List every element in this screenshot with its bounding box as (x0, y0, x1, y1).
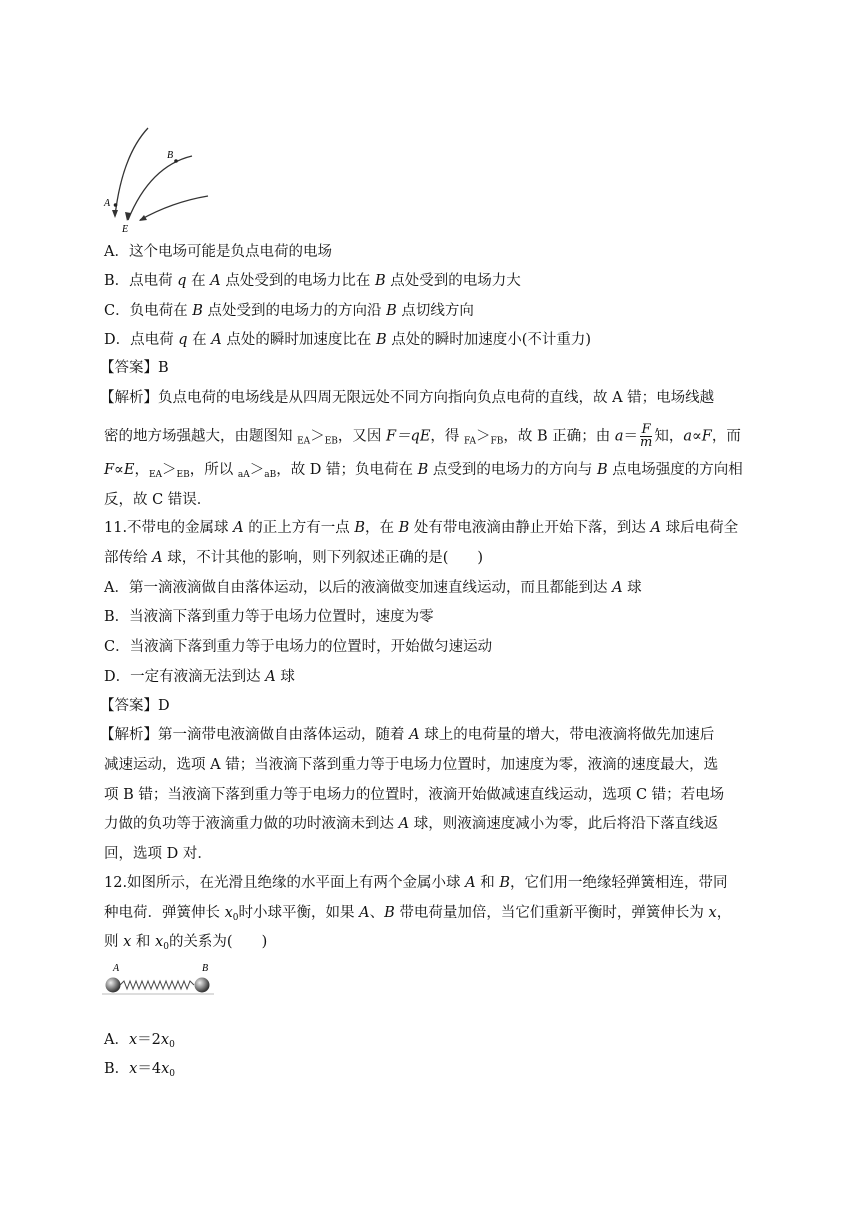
field-lines-figure (100, 124, 220, 234)
fraction-f-over-m: $\frac{F}{m}$ (640, 422, 653, 450)
q11-explanation-line1: 【解析】第一滴带电液滴做自由落体运动，随着 A 球上的电荷量的增大，带电液滴将做先加速后 (100, 727, 715, 743)
q11-explanation-line5: 回，选项 D 对． (104, 846, 212, 862)
q11-option-b: B．当液滴下落到重力等于电场力位置时，速度为零 (104, 609, 434, 625)
spring (120, 981, 194, 989)
q12-option-a: A．$x=2x_0$ (104, 1032, 175, 1050)
arrowhead-left (112, 210, 118, 218)
q12-stem-line3: 则 x 和 $x_0$的关系为( ) (104, 934, 268, 952)
spring-label-b: B (202, 963, 209, 974)
field-line-lower (140, 196, 208, 220)
q12-option-b: B．$x=4x_0$ (104, 1061, 175, 1079)
spring-figure (100, 960, 220, 1000)
q11-stem-line2: 部传给 A 球，不计其他的影响，则下列叙述正确的是( ) (104, 550, 484, 566)
label-e: E (122, 224, 129, 234)
ball-b (195, 978, 210, 993)
q11-explanation-line4: 力做的负功等于液滴重力做的功时液滴未到达 A 球，则液滴速度减小为零，此后将沿下落直线返 (104, 816, 719, 832)
label-b: B (167, 150, 174, 161)
q10-explanation-line2: 密的地方场强越大，由题图知 $_{EA}>_{EB}$，又因 F＝qE，得 $_{FA}>_{FB}$，故 B 正确；由 a＝ $\frac{F}{m}$ 知，a∝F，而 (104, 422, 741, 450)
field-line-left (115, 128, 148, 216)
q11-explanation-line2: 减速运动，选项 A 错；当液滴下落到重力等于电场力位置时，加速度为零，液滴的速度最大，选 (104, 757, 719, 773)
q11-option-a: A．第一滴液滴做自由落体运动，以后的液滴做变加速直线运动，而且都能到达 A 球 (104, 580, 642, 596)
q10-explanation-line3: F∝E，$_{EA}>_{EB}$，所以 $_{aA}>_{aB}$，故 D 错；负电荷在 B 点受到的电场力的方向与 B 点电场强度的方向相 (104, 462, 743, 480)
spring-label-a: A (113, 963, 120, 974)
q11-option-d: D．一定有液滴无法到达 A 球 (104, 669, 295, 685)
q10-option-c: C．负电荷在 B 点处受到的电场力的方向沿 B 点切线方向 (104, 303, 474, 319)
q10-answer: 【答案】B (100, 360, 169, 376)
q11-option-c: C．当液滴下落到重力等于电场力的位置时，开始做匀速运动 (104, 639, 493, 655)
arrowhead-lower (139, 215, 147, 221)
q11-stem-line1: 11.不带电的金属球 A 的正上方有一点 B，在 B 处有带电液滴由静止开始下落，到达 A 球后电荷全 (104, 520, 739, 536)
ball-a (106, 978, 121, 993)
point-a-dot (114, 203, 118, 207)
label-a: A (104, 198, 111, 209)
q10-explanation-line1: 【解析】负点电荷的电场线是从四周无限远处不同方向指向负点电荷的直线，故 A 错；电场线越 (100, 390, 715, 406)
q11-answer: 【答案】D (100, 698, 170, 714)
q12-stem-line1: 12.如图所示，在光滑且绝缘的水平面上有两个金属小球 A 和 B，它们用一绝缘轻弹簧相连，带同 (104, 875, 728, 891)
point-b-dot (174, 159, 178, 163)
q11-explanation-line3: 项 B 错；当液滴下落到重力等于电场力的位置时，液滴开始做减速直线运动，选项 C 错；若电场 (104, 787, 725, 803)
q12-stem-line2: 种电荷．弹簧伸长 $x_0$时小球平衡，如果 A、B 带电荷量加倍，当它们重新平衡时，弹簧伸长为 x， (104, 905, 732, 923)
q10-option-a: A．这个电场可能是负点电荷的电场 (104, 244, 332, 260)
q10-option-b: B．点电荷 q 在 A 点处受到的电场力比在 B 点处受到的电场力大 (104, 273, 521, 289)
q10-option-d: D．点电荷 q 在 A 点处的瞬时加速度比在 B 点处的瞬时加速度小(不计重力) (104, 332, 592, 348)
q10-explanation-line4: 反，故 C 错误． (104, 492, 212, 508)
